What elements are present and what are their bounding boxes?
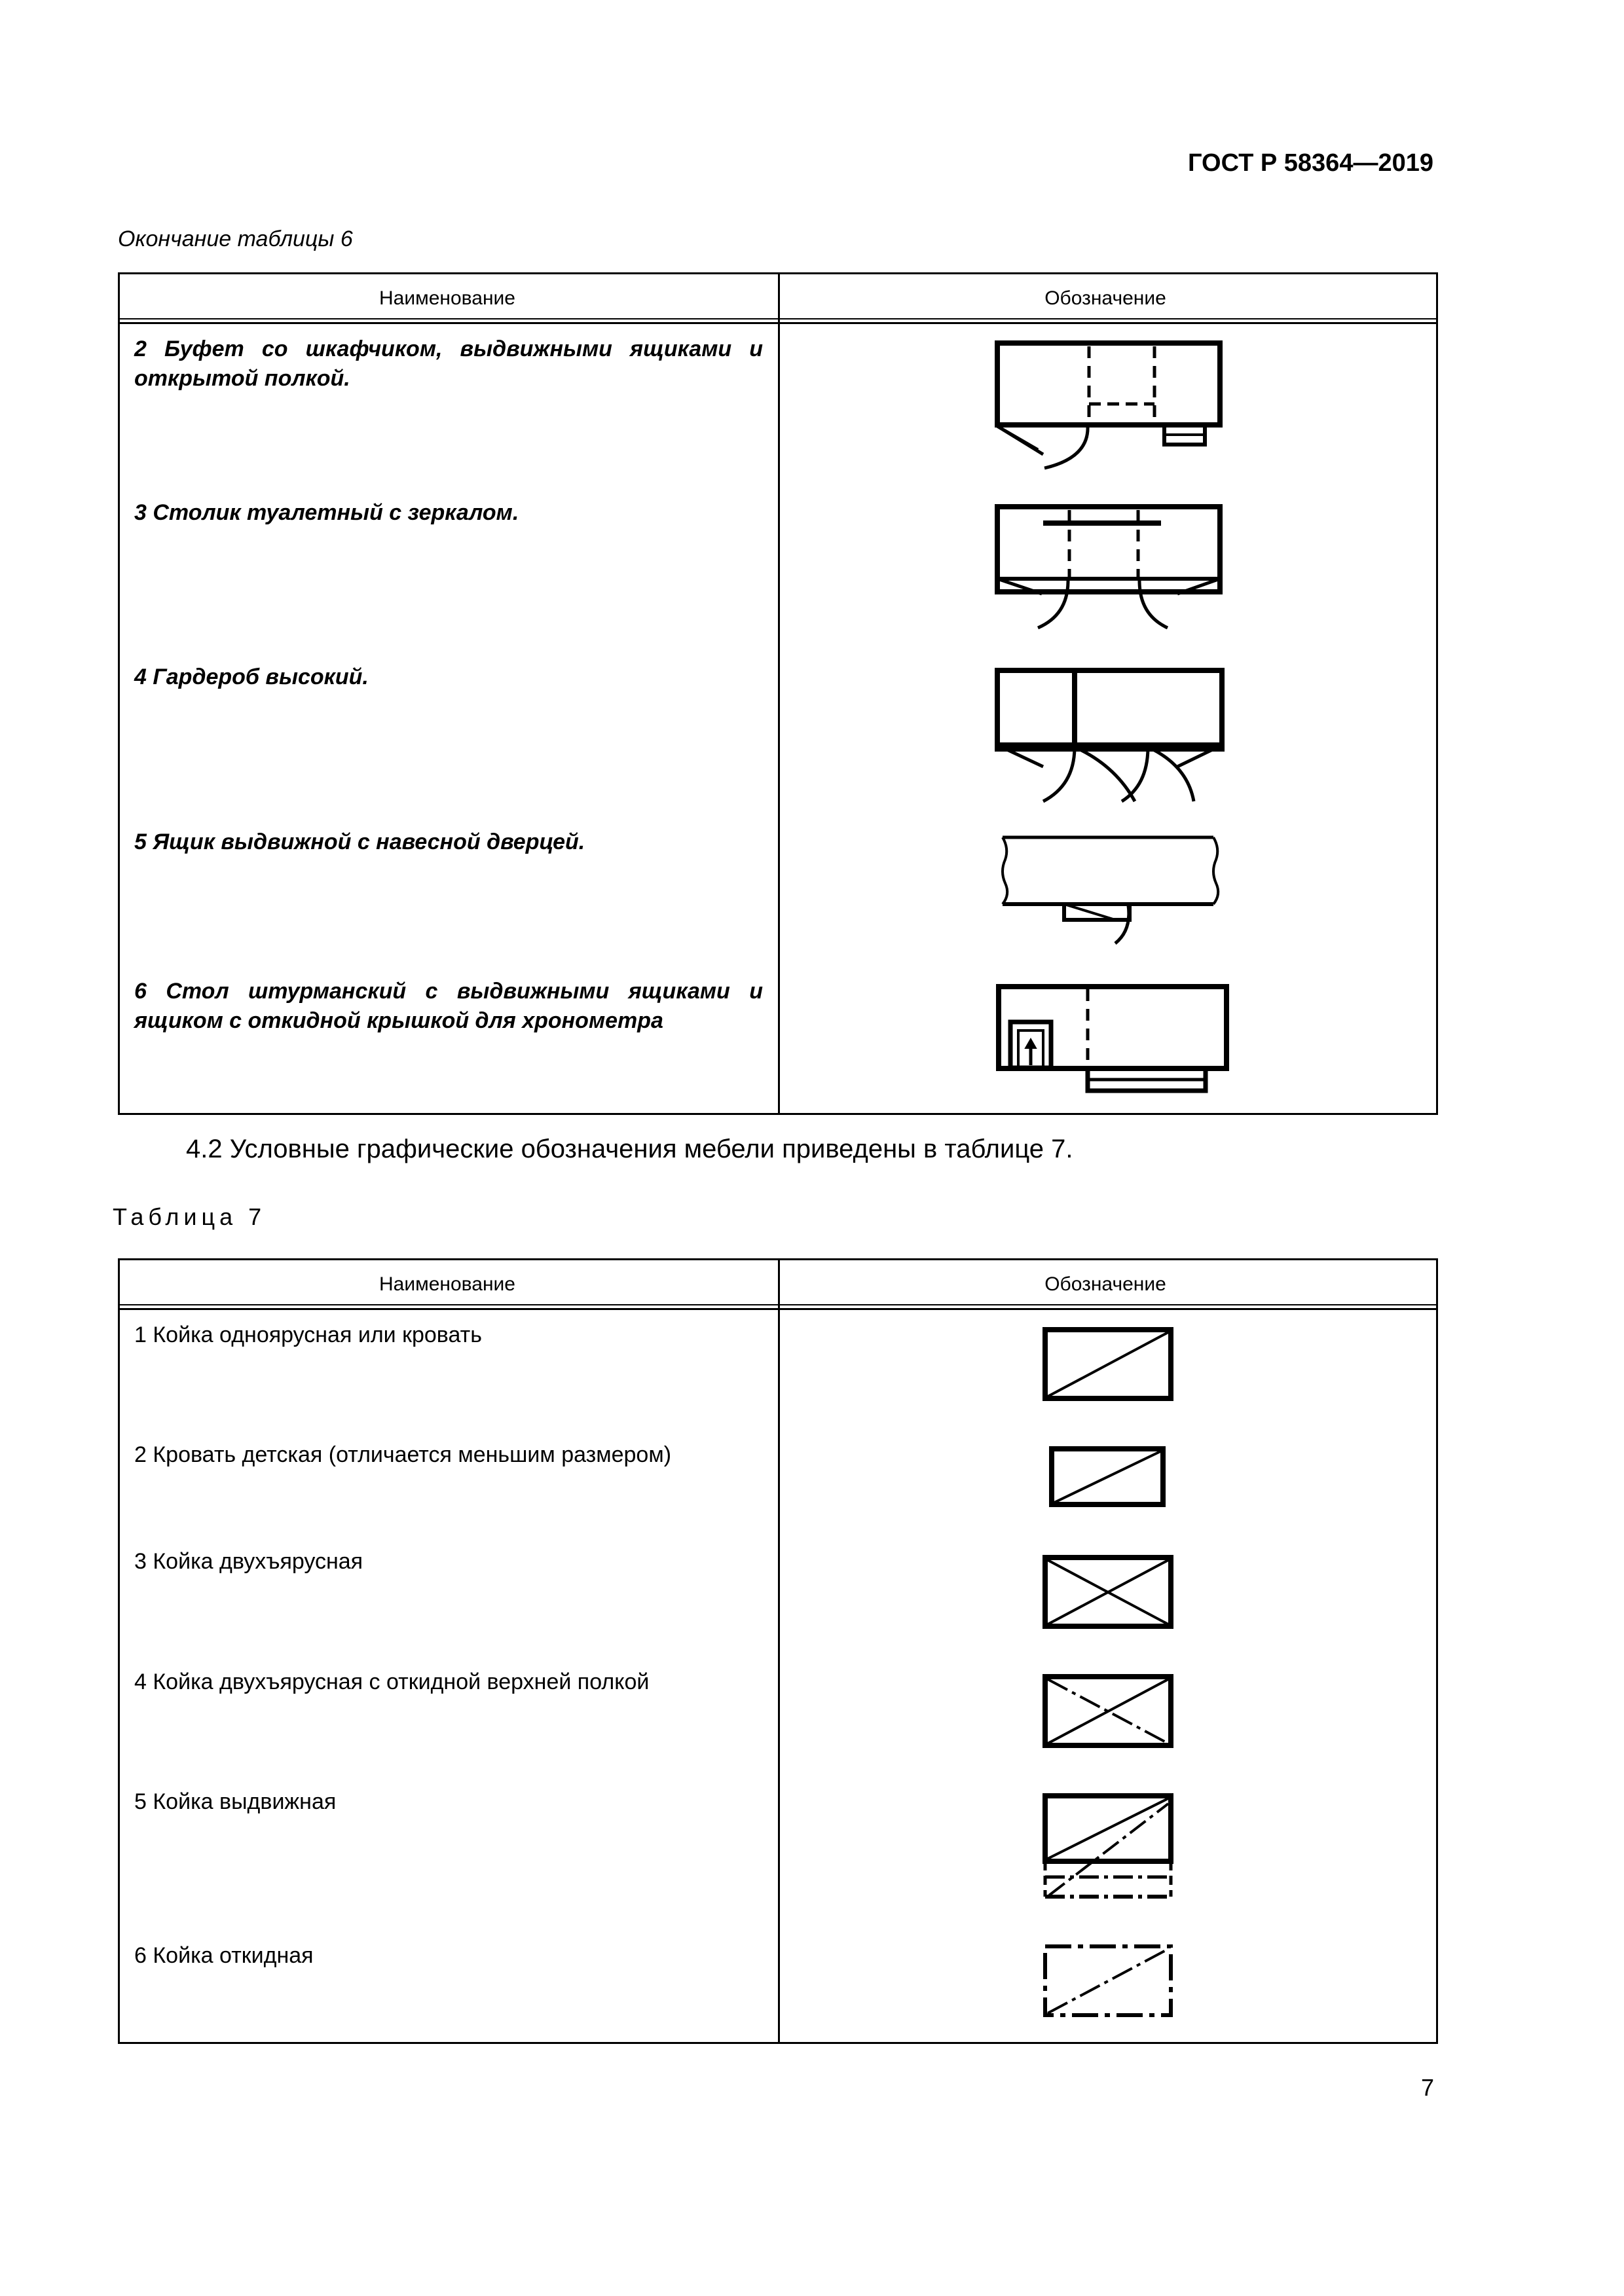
single-berth-symbol [1040,1324,1177,1406]
table-6-row-6-name: 6 Стол штурманский с выдвижными ящиками и ящиком с откидной крышкой для хронометра [134,979,763,1033]
table-7-caption: Таблица 7 [113,1203,267,1230]
table-6 [118,272,1438,1115]
table-7-row-4-name: 4 Койка двухъярусная с откидной верхней полкой [134,1669,650,1694]
column-divider [778,274,780,1113]
table-6-row-4-name: 4 Гардероб высокий. [134,665,369,689]
dressing-table-symbol [991,503,1240,641]
page-number: 7 [1420,2074,1434,2101]
table-7-col-symbol: Обозначение [1044,1273,1166,1295]
table-6-row-3-name: 3 Столик туалетный с зеркалом. [134,500,519,525]
table-7-row-1-name: 1 Койка одноярусная или кровать [134,1322,482,1347]
table-6-caption: Окончание таблицы 6 [118,227,353,251]
table-6-col-symbol: Обозначение [1044,287,1166,309]
table-7-row-6-name: 6 Койка откидная [134,1943,314,1968]
double-berth-folding-symbol [1040,1671,1177,1753]
drawer-hinged-door-symbol [991,832,1240,950]
pull-out-berth-symbol [1040,1791,1177,1905]
folding-berth-symbol [1040,1941,1177,2023]
table-6-row-5-name: 5 Ящик выдвижной с навесной дверцей. [134,829,585,854]
child-bed-symbol [1046,1444,1171,1512]
table-7 [118,1258,1438,2044]
double-berth-symbol [1040,1552,1177,1634]
chart-table-symbol [991,981,1240,1112]
table-7-row-5-name: 5 Койка выдвижная [134,1789,337,1814]
tall-wardrobe-symbol [991,667,1240,805]
document-code: ГОСТ Р 58364—2019 [1188,149,1433,177]
column-divider [778,1260,780,2042]
table-7-col-name: Наименование [379,1273,515,1295]
table-7-row-3-name: 3 Койка двухъярусная [134,1549,363,1574]
sideboard-symbol [991,340,1240,477]
paragraph-4-2: 4.2 Условные графические обозначения мебели приведены в таблице 7. [186,1135,1073,1163]
table-6-col-name: Наименование [379,287,515,309]
table-7-row-2-name: 2 Кровать детская (отличается меньшим размером) [134,1442,672,1467]
table-6-row-2-name: 2 Буфет со шкафчиком, выдвижными ящиками и открытой полкой. [134,337,763,391]
